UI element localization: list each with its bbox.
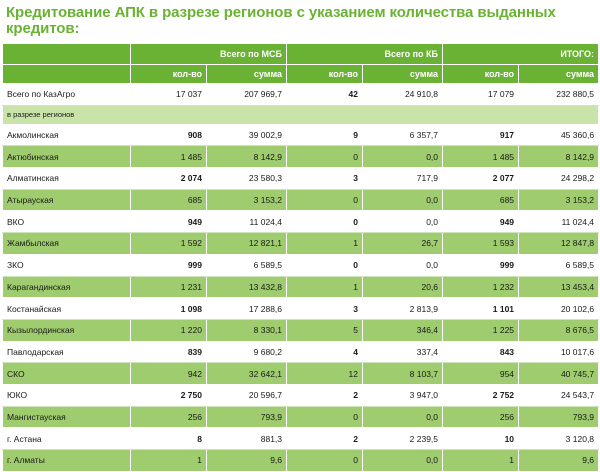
cell: 6 357,7	[363, 124, 443, 146]
cell: 13 432,8	[207, 276, 287, 298]
cell: 256	[131, 406, 207, 428]
cell: 40 745,7	[519, 363, 599, 385]
cell: 5	[287, 319, 363, 341]
cell: 942	[131, 363, 207, 385]
cell: 17 037	[131, 84, 207, 106]
credit-table	[2, 43, 599, 472]
cell: 685	[131, 189, 207, 211]
cell: 881,3	[207, 428, 287, 450]
cell: 3	[287, 298, 363, 320]
cell: 1 098	[131, 298, 207, 320]
header-row-groups	[3, 44, 599, 65]
cell: 0,0	[363, 450, 443, 472]
cell: 0	[287, 406, 363, 428]
cell: 11 024,4	[207, 211, 287, 233]
cell: 8 330,1	[207, 319, 287, 341]
table-row	[3, 319, 599, 341]
row-name: СКО	[3, 363, 131, 385]
cell: 9,6	[519, 450, 599, 472]
row-name: Мангистауская	[3, 406, 131, 428]
cell: 3 120,8	[519, 428, 599, 450]
cell: 843	[443, 341, 519, 363]
row-name: Павлодарская	[3, 341, 131, 363]
row-name: Акмолинская	[3, 124, 131, 146]
table-row	[3, 233, 599, 255]
cell: 6 589,5	[519, 254, 599, 276]
cell: 839	[131, 341, 207, 363]
row-name: Карагандинская	[3, 276, 131, 298]
cell: 2 750	[131, 384, 207, 406]
cell: 4	[287, 341, 363, 363]
cell: 3 947,0	[363, 384, 443, 406]
cell: 793,9	[207, 406, 287, 428]
cell: 207 969,7	[207, 84, 287, 106]
cell: 0,0	[363, 211, 443, 233]
row-name: Костанайская	[3, 298, 131, 320]
cell: 2 074	[131, 168, 207, 190]
cell: 11 024,4	[519, 211, 599, 233]
cell: 949	[443, 211, 519, 233]
cell: 8	[131, 428, 207, 450]
cell: 20 102,6	[519, 298, 599, 320]
row-name: Кызылординская	[3, 319, 131, 341]
cell: 17 079	[443, 84, 519, 106]
cell: 17 288,6	[207, 298, 287, 320]
cell: 1	[443, 450, 519, 472]
cell: 1 231	[131, 276, 207, 298]
cell: 0	[287, 450, 363, 472]
cell: 232 880,5	[519, 84, 599, 106]
cell: 12	[287, 363, 363, 385]
row-name: г. Астана	[3, 428, 131, 450]
cell: 3 153,2	[207, 189, 287, 211]
table-row	[3, 211, 599, 233]
cell: 1	[131, 450, 207, 472]
cell: 1 592	[131, 233, 207, 255]
cell: 1 232	[443, 276, 519, 298]
row-name: ВКО	[3, 211, 131, 233]
cell: 3 153,2	[519, 189, 599, 211]
cell: 3	[287, 168, 363, 190]
header-empty	[3, 44, 131, 65]
cell: 13 453,4	[519, 276, 599, 298]
row-name: Жамбылская	[3, 233, 131, 255]
cell: 1	[287, 233, 363, 255]
table-row	[3, 146, 599, 168]
row-name: г. Алматы	[3, 450, 131, 472]
row-name: Актюбинская	[3, 146, 131, 168]
cell: 0,0	[363, 189, 443, 211]
cell: 8 676,5	[519, 319, 599, 341]
header-row-sub	[3, 65, 599, 84]
cell: 42	[287, 84, 363, 106]
cell: 0,0	[363, 146, 443, 168]
row-name: ЗКО	[3, 254, 131, 276]
header-sub: кол-во	[443, 65, 519, 84]
cell: 2	[287, 428, 363, 450]
row-name: ЮКО	[3, 384, 131, 406]
cell: 0	[287, 211, 363, 233]
cell: 1	[287, 276, 363, 298]
row-name: Всего по КазАгро	[3, 84, 131, 106]
cell: 2 813,9	[363, 298, 443, 320]
cell: 10	[443, 428, 519, 450]
cell: 949	[131, 211, 207, 233]
cell: 12 847,8	[519, 233, 599, 255]
cell: 999	[443, 254, 519, 276]
cell: 1 593	[443, 233, 519, 255]
cell: 685	[443, 189, 519, 211]
table-row	[3, 168, 599, 190]
cell: 24 298,2	[519, 168, 599, 190]
cell: 23 580,3	[207, 168, 287, 190]
table-row	[3, 254, 599, 276]
table-row	[3, 406, 599, 428]
cell: 2 752	[443, 384, 519, 406]
cell: 20 596,7	[207, 384, 287, 406]
cell: 1 101	[443, 298, 519, 320]
header-sub: сумма	[519, 65, 599, 84]
cell: 337,4	[363, 341, 443, 363]
header-empty	[3, 65, 131, 84]
cell: 9,6	[207, 450, 287, 472]
cell: 346,4	[363, 319, 443, 341]
cell: 20,6	[363, 276, 443, 298]
cell: 9 680,2	[207, 341, 287, 363]
cell: 256	[443, 406, 519, 428]
table-row	[3, 384, 599, 406]
table-row	[3, 450, 599, 472]
cell: 39 002,9	[207, 124, 287, 146]
header-sub: кол-во	[131, 65, 207, 84]
cell: 2 239,5	[363, 428, 443, 450]
cell: 0	[287, 254, 363, 276]
cell: 12 821,1	[207, 233, 287, 255]
cell: 954	[443, 363, 519, 385]
cell: 2	[287, 384, 363, 406]
cell: 8 142,9	[519, 146, 599, 168]
table-row	[3, 341, 599, 363]
table-row	[3, 276, 599, 298]
cell: 2 077	[443, 168, 519, 190]
cell: 26,7	[363, 233, 443, 255]
header-sub: кол-во	[287, 65, 363, 84]
cell: 24 543,7	[519, 384, 599, 406]
subheader-row	[3, 105, 599, 124]
table-row	[3, 298, 599, 320]
cell: 0	[287, 189, 363, 211]
page-title: Кредитование АПК в разрезе регионов с указанием количества выданных кредитов:	[6, 4, 556, 37]
cell: 10 017,6	[519, 341, 599, 363]
header-sub: сумма	[363, 65, 443, 84]
cell: 0,0	[363, 406, 443, 428]
table-row	[3, 363, 599, 385]
cell: 717,9	[363, 168, 443, 190]
header-group-kb: Всего по КБ	[287, 44, 443, 65]
subheader-label: в разрезе регионов	[3, 105, 599, 124]
cell: 793,9	[519, 406, 599, 428]
cell: 32 642,1	[207, 363, 287, 385]
cell: 999	[131, 254, 207, 276]
header-group-msb: Всего по МСБ	[131, 44, 287, 65]
cell: 1 220	[131, 319, 207, 341]
cell: 1 485	[131, 146, 207, 168]
cell: 8 103,7	[363, 363, 443, 385]
header-group-total: ИТОГО:	[443, 44, 599, 65]
cell: 45 360,6	[519, 124, 599, 146]
table-row	[3, 189, 599, 211]
cell: 908	[131, 124, 207, 146]
cell: 1 485	[443, 146, 519, 168]
cell: 9	[287, 124, 363, 146]
table-row	[3, 428, 599, 450]
total-row	[3, 84, 599, 106]
table-row	[3, 124, 599, 146]
row-name: Алматинская	[3, 168, 131, 190]
cell: 0,0	[363, 254, 443, 276]
cell: 1 225	[443, 319, 519, 341]
header-sub: сумма	[207, 65, 287, 84]
row-name: Атырауская	[3, 189, 131, 211]
cell: 917	[443, 124, 519, 146]
cell: 0	[287, 146, 363, 168]
cell: 24 910,8	[363, 84, 443, 106]
cell: 8 142,9	[207, 146, 287, 168]
cell: 6 589,5	[207, 254, 287, 276]
